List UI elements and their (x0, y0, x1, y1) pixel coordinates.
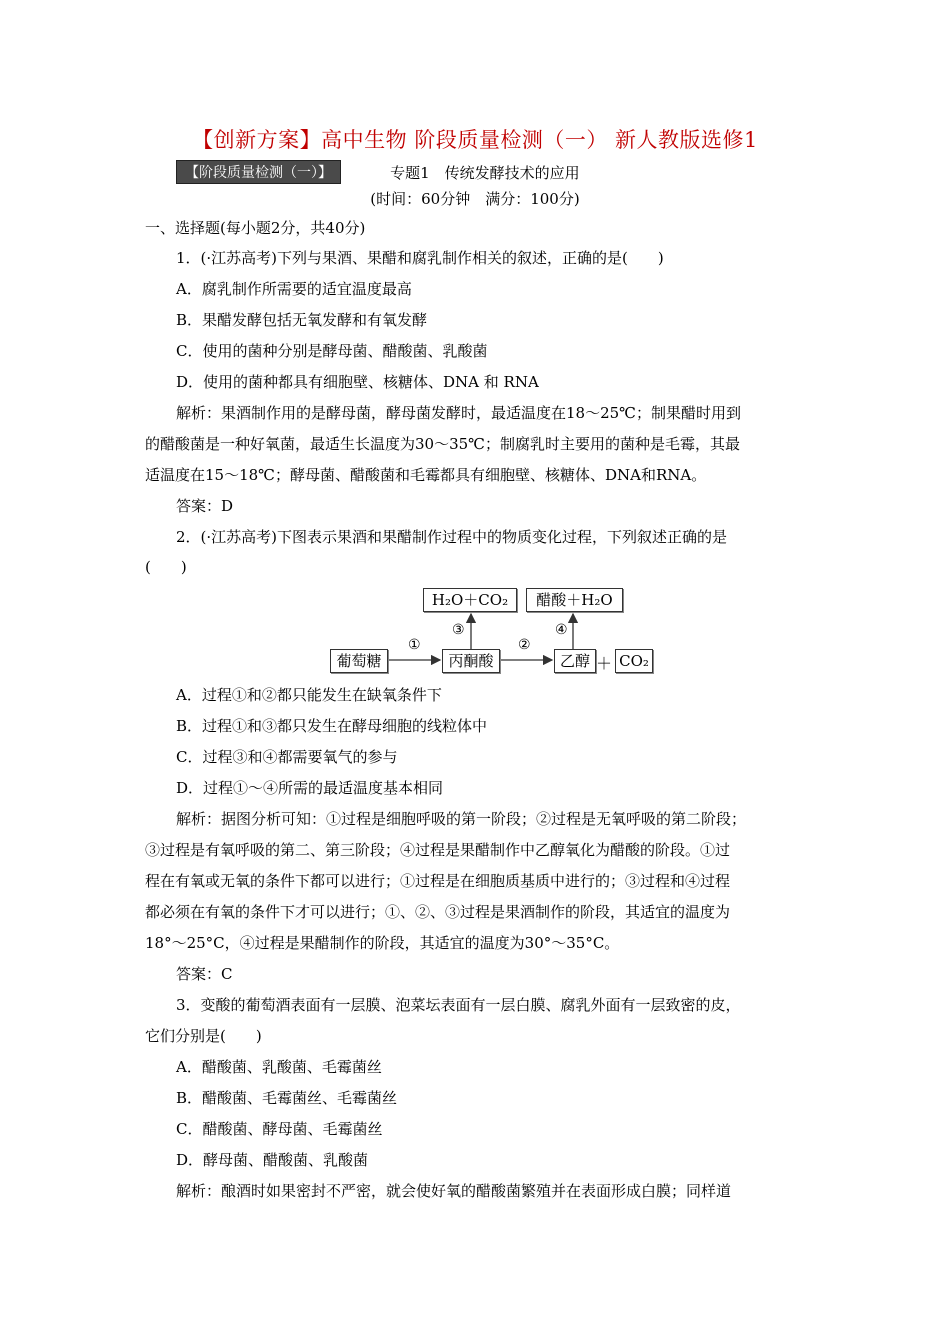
label-step2: ② (518, 637, 531, 653)
q2-analysis-line: 解析：据图分析可知：①过程是细胞呼吸的第一阶段；②过程是无氧呼吸的第二阶段； (176, 810, 747, 828)
q1-analysis-line: 适温度在15～18℃；酵母菌、醋酸菌和毛霉都具有细胞壁、核糖体、DNA和RNA。 (145, 466, 707, 484)
fermentation-diagram (328, 585, 658, 675)
q2-analysis-line: 都必须在有氧的条件下才可以进行；①、②、③过程是果酒制作的阶段，其适宜的温度为 (145, 903, 731, 921)
q2-option-b: B．过程①和③都只发生在酵母细胞的线粒体中 (176, 717, 488, 735)
label-step4: ④ (555, 622, 568, 638)
time-score-line: (时间：60分钟 满分：100分) (370, 190, 580, 208)
box-h2o-co2: H₂O＋CO₂ (423, 588, 517, 612)
q2-analysis-line: ③过程是有氧呼吸的第二、第三阶段；④过程是果醋制作中乙醇氧化为醋酸的阶段。①过 (145, 841, 731, 859)
label-step1: ① (408, 637, 421, 653)
label-step3: ③ (452, 622, 465, 638)
q3-option-b: B．醋酸菌、毛霉菌丝、毛霉菌丝 (176, 1089, 398, 1107)
q3-stem: 3．变酸的葡萄酒表面有一层膜、泡菜坛表面有一层白膜、腐乳外面有一层致密的皮， (176, 996, 741, 1014)
q2-option-a: A．过程①和②都只能发生在缺氧条件下 (176, 686, 442, 704)
section-header (176, 160, 580, 184)
box-pyruvate: 丙酮酸 (442, 649, 500, 673)
q2-analysis-line: 程在有氧或无氧的条件下都可以进行；①过程是在细胞质基质中进行的；③过程和④过程 (145, 872, 731, 890)
topic-title: 专题1 传统发酵技术的应用 (390, 163, 580, 182)
section-heading: 一、选择题(每小题2分，共40分) (145, 219, 366, 237)
q3-analysis-line: 解析：酿酒时如果密封不严密，就会使好氧的醋酸菌繁殖并在表面形成白膜；同样道 (176, 1182, 732, 1200)
q1-answer: 答案：D (176, 497, 234, 515)
document-title: 【创新方案】高中生物 阶段质量检测（一） 新人教版选修1 (192, 128, 758, 152)
q1-analysis-line: 的醋酸菌是一种好氧菌，最适生长温度为30～35℃；制腐乳时主要用的菌种是毛霉，其最 (145, 435, 740, 453)
q2-stem-bracket: ( ) (145, 558, 187, 576)
q2-answer: 答案：C (176, 965, 233, 983)
box-acetic-h2o: 醋酸＋H₂O (526, 588, 623, 612)
q1-option-b: B．果醋发酵包括无氧发酵和有氧发酵 (176, 311, 428, 329)
q1-option-a: A．腐乳制作所需要的适宜温度最高 (176, 280, 412, 298)
q3-option-a: A．醋酸菌、乳酸菌、毛霉菌丝 (176, 1058, 382, 1076)
q2-option-c: C．过程③和④都需要氧气的参与 (176, 748, 398, 766)
q3-option-d: D．酵母菌、醋酸菌、乳酸菌 (176, 1151, 369, 1169)
q2-stem: 2．(·江苏高考)下图表示果酒和果醋制作过程中的物质变化过程，下列叙述正确的是 (176, 528, 728, 546)
q1-analysis-line: 解析：果酒制作用的是酵母菌，酵母菌发酵时，最适温度在18～25℃；制果醋时用到 (176, 404, 741, 422)
stage-badge: 【阶段质量检测（一）】 (176, 160, 341, 184)
plus-sign: ＋ (596, 654, 613, 673)
box-ethanol: 乙醇 (554, 649, 596, 673)
q3-stem-cont: 它们分别是( ) (145, 1027, 262, 1045)
box-glucose: 葡萄糖 (330, 649, 388, 673)
q1-option-c: C．使用的菌种分别是酵母菌、醋酸菌、乳酸菌 (176, 342, 488, 360)
q1-option-d: D．使用的菌种都具有细胞壁、核糖体、DNA 和 RNA (176, 373, 539, 391)
q2-option-d: D．过程①～④所需的最适温度基本相同 (176, 779, 444, 797)
q3-option-c: C．醋酸菌、酵母菌、毛霉菌丝 (176, 1120, 383, 1138)
box-co2: CO₂ (615, 649, 653, 673)
q2-analysis-line: 18°～25°C，④过程是果醋制作的阶段，其适宜的温度为30°～35°C。 (145, 934, 620, 952)
q1-stem: 1．(·江苏高考)下列与果酒、果醋和腐乳制作相关的叙述，正确的是( ) (176, 249, 664, 267)
